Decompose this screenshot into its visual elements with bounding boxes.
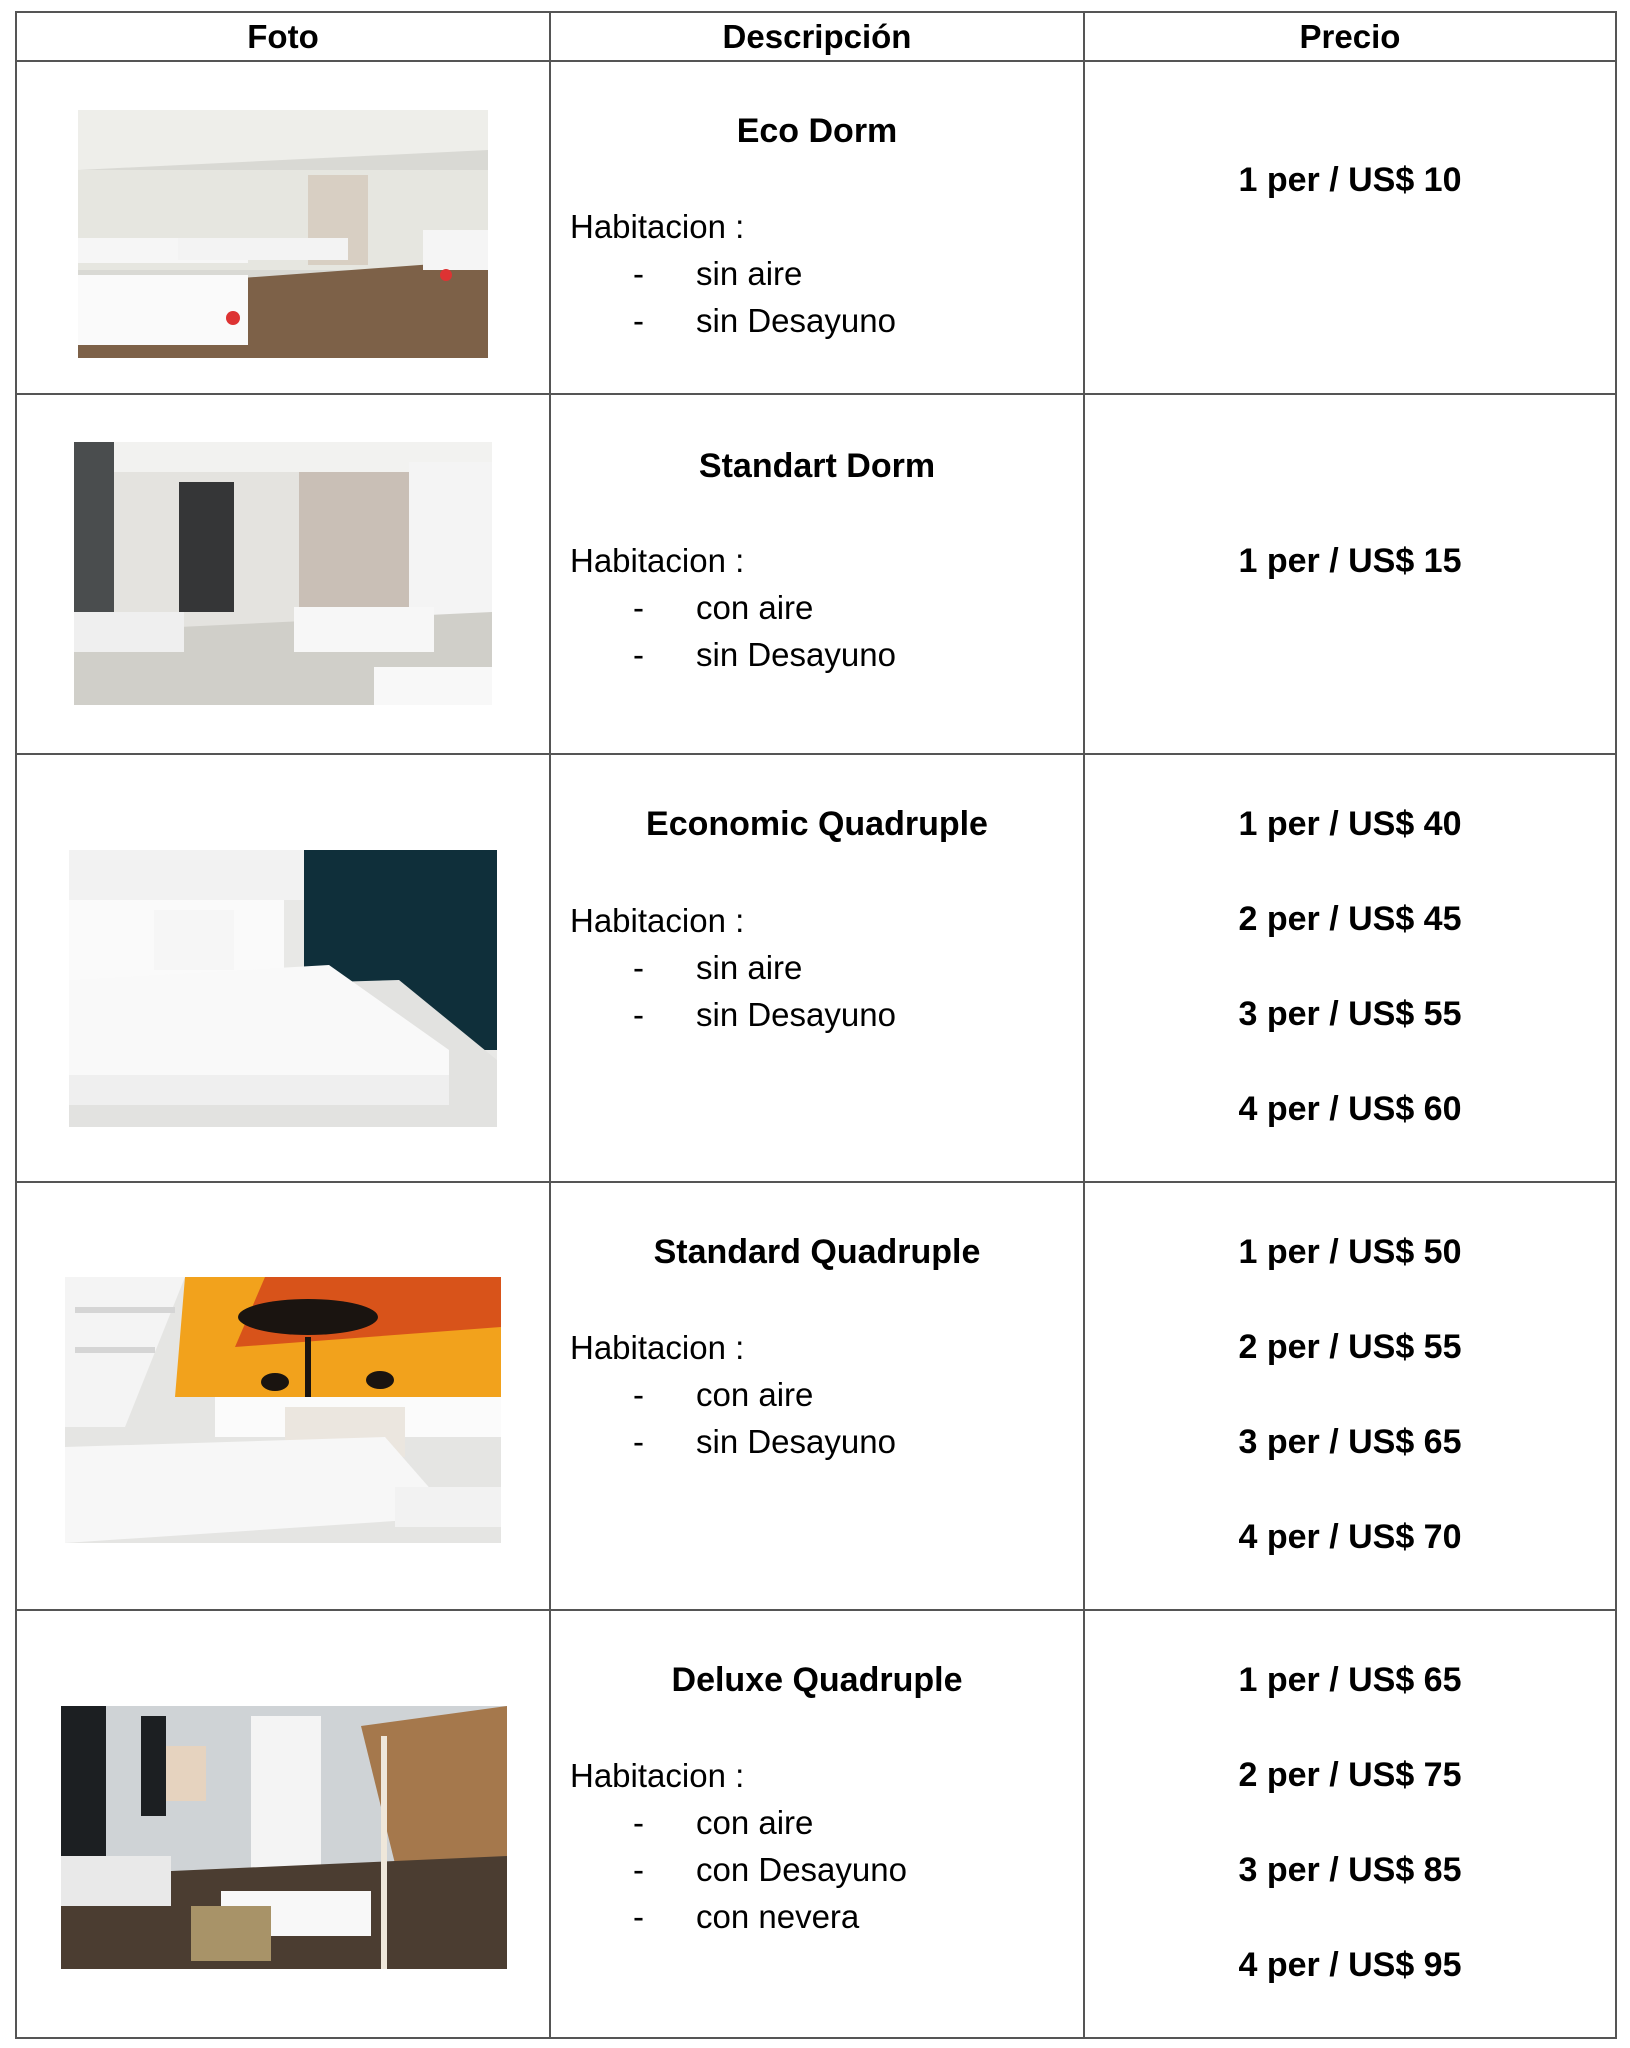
price-line: 4 per / US$ 95 xyxy=(1238,1946,1462,1984)
feature-item: - sin Desayuno xyxy=(633,996,896,1033)
photo-cell xyxy=(16,754,550,1182)
price-line: 4 per / US$ 60 xyxy=(1238,1090,1462,1128)
description-cell xyxy=(550,1610,1084,2038)
room-name: Eco Dorm xyxy=(736,112,898,150)
description-cell xyxy=(550,61,1084,394)
photo-cell xyxy=(16,1182,550,1610)
feature-item: - sin aire xyxy=(633,949,803,986)
price-cell xyxy=(1084,754,1616,1182)
price-cell xyxy=(1084,394,1616,754)
price-cell xyxy=(1084,61,1616,394)
table-row xyxy=(16,754,1616,1182)
room-name: Standart Dorm xyxy=(698,447,936,485)
room-name: Economic Quadruple xyxy=(646,805,988,843)
description-cell xyxy=(550,754,1084,1182)
price-cell xyxy=(1084,1182,1616,1610)
description-cell xyxy=(550,394,1084,754)
room-label: Habitacion : xyxy=(570,1329,745,1366)
header-description: Descripción xyxy=(550,12,1084,61)
table-row xyxy=(16,1610,1616,2038)
price-line: 1 per / US$ 10 xyxy=(1238,161,1462,199)
price-line: 3 per / US$ 65 xyxy=(1238,1423,1462,1461)
price-line: 3 per / US$ 55 xyxy=(1238,995,1462,1033)
price-line: 1 per / US$ 65 xyxy=(1238,1661,1462,1699)
feature-item: - con nevera xyxy=(633,1898,860,1935)
feature-item: - sin aire xyxy=(633,255,803,292)
room-price-table xyxy=(15,11,1617,2039)
feature-item: - sin Desayuno xyxy=(633,1423,896,1460)
photo-cell xyxy=(16,1610,550,2038)
price-line: 1 per / US$ 40 xyxy=(1238,805,1462,843)
price-line: 2 per / US$ 45 xyxy=(1238,900,1462,938)
room-photo xyxy=(78,110,488,358)
price-line: 1 per / US$ 50 xyxy=(1238,1233,1462,1271)
room-name: Deluxe Quadruple xyxy=(671,1661,963,1699)
photo-cell xyxy=(16,61,550,394)
room-label: Habitacion : xyxy=(570,1757,745,1794)
price-line: 2 per / US$ 75 xyxy=(1238,1756,1462,1794)
table-row xyxy=(16,61,1616,394)
header-price: Precio xyxy=(1084,12,1616,61)
header-photo: Foto xyxy=(16,12,550,61)
feature-item: - con aire xyxy=(633,589,814,626)
room-label: Habitacion : xyxy=(570,902,745,939)
room-photo xyxy=(74,442,492,705)
table-row xyxy=(16,1182,1616,1610)
room-photo xyxy=(69,850,497,1127)
price-line: 4 per / US$ 70 xyxy=(1238,1518,1462,1556)
feature-item: - con Desayuno xyxy=(633,1851,907,1888)
photo-cell xyxy=(16,394,550,754)
room-photo xyxy=(65,1277,501,1543)
feature-item: - con aire xyxy=(633,1804,814,1841)
room-photo xyxy=(61,1706,507,1969)
feature-item: - sin Desayuno xyxy=(633,302,896,339)
price-line: 1 per / US$ 15 xyxy=(1238,542,1462,580)
header-row xyxy=(16,12,1616,61)
room-label: Habitacion : xyxy=(570,542,745,579)
description-cell xyxy=(550,1182,1084,1610)
price-line: 3 per / US$ 85 xyxy=(1238,1851,1462,1889)
price-cell xyxy=(1084,1610,1616,2038)
price-line: 2 per / US$ 55 xyxy=(1238,1328,1462,1366)
feature-item: - con aire xyxy=(633,1376,814,1413)
room-name: Standard Quadruple xyxy=(653,1233,981,1271)
table-row xyxy=(16,394,1616,754)
feature-item: - sin Desayuno xyxy=(633,636,896,673)
room-label: Habitacion : xyxy=(570,208,745,245)
